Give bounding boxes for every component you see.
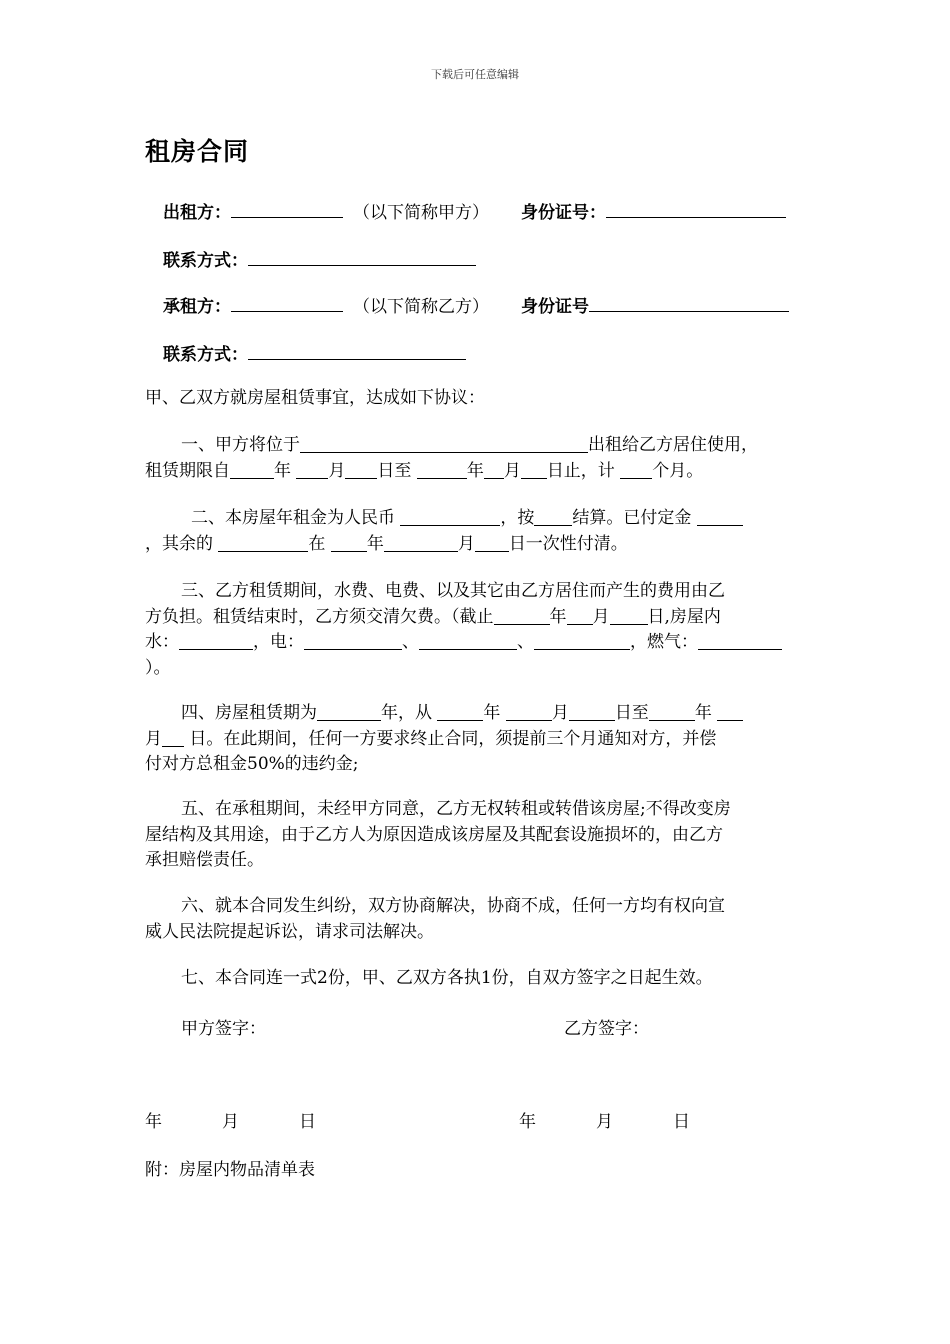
lessee-contact-field[interactable]: [248, 341, 466, 360]
clause2-text-b: ，按: [500, 508, 535, 528]
lease-from-month-field[interactable]: [506, 704, 552, 721]
lease-from-year-field[interactable]: [437, 704, 483, 721]
electricity-label: ，电：: [253, 632, 304, 652]
clause-2: [145, 506, 810, 557]
lessee-row: [163, 292, 789, 316]
electricity-reading-2-field[interactable]: [419, 633, 517, 650]
day-to-text: 日至: [377, 460, 412, 481]
day-to-text: 日至: [614, 703, 649, 723]
lessor-id-label: 身份证号：: [521, 203, 606, 223]
clause1-text-b: 出租给乙方居住使用，: [588, 435, 758, 455]
lessor-id-field[interactable]: [606, 199, 786, 218]
lease-to-year-field[interactable]: [649, 704, 695, 721]
party-b-date-day: 日: [673, 1112, 690, 1132]
cutoff-year-field[interactable]: [494, 608, 550, 625]
appendix-note: 附：房屋内物品清单表: [145, 1160, 315, 1180]
clause3-text-a: 方负担。租赁结束时，乙方须交清欠费。（截止: [145, 606, 494, 627]
lessor-contact-row: [163, 246, 476, 270]
balance-field[interactable]: [218, 535, 308, 552]
clause2-text-f: 日一次性付清。: [508, 533, 628, 554]
cutoff-month-field[interactable]: [567, 608, 593, 625]
lessor-name-field[interactable]: [231, 199, 343, 218]
lessee-name-field[interactable]: [231, 293, 343, 312]
page-title: 租房合同: [145, 137, 250, 166]
pay-day-field[interactable]: [475, 535, 509, 552]
party-a-signature-label: 甲方签字：: [181, 1019, 266, 1039]
lessee-contact-row: [163, 340, 466, 364]
month-text: 月: [592, 606, 610, 627]
party-b-date-year: 年: [519, 1112, 536, 1132]
deposit-field[interactable]: [697, 509, 743, 526]
lessee-label: 承租方：: [163, 297, 231, 317]
pay-month-field[interactable]: [384, 535, 458, 552]
clause5-line1: 五、在承租期间，未经甲方同意，乙方无权转租或转借该房屋;不得改变房: [181, 799, 731, 819]
gas-reading-field[interactable]: [698, 633, 782, 650]
clause-5: [145, 797, 810, 874]
year-text: 年: [483, 703, 501, 723]
start-month-field[interactable]: [296, 462, 328, 479]
end-day-field[interactable]: [521, 462, 547, 479]
clause3-text-b: 日,房屋内: [647, 606, 721, 627]
lessor-alias-note: （以下简称甲方）: [353, 203, 489, 223]
lessor-row: [163, 198, 786, 222]
clause3-line1: 三、乙方租赁期间，水费、电费、以及其它由乙方居住而产生的费用由乙: [181, 581, 725, 601]
clause1-text-a: 一、甲方将位于: [181, 435, 300, 455]
water-label: 水：: [145, 632, 179, 652]
month-text: 月: [551, 703, 569, 723]
end-month-field[interactable]: [484, 462, 504, 479]
clause5-line3: 承担赔偿责任。: [145, 850, 264, 870]
annual-rent-field[interactable]: [400, 509, 500, 526]
start-day-field[interactable]: [345, 462, 377, 479]
lease-years-field[interactable]: [317, 704, 381, 721]
clause4-text-c: 日。在此期间，任何一方要求终止合同，须提前三个月通知对方，并偿: [189, 728, 717, 749]
party-b-date-month: 月: [596, 1112, 613, 1132]
lessor-label: 出租方：: [163, 203, 231, 223]
clause6-line2: 威人民法院提起诉讼，请求司法解决。: [145, 921, 434, 942]
lessor-contact-label: 联系方式：: [163, 251, 248, 271]
lessor-contact-field[interactable]: [248, 247, 476, 266]
end-year-field[interactable]: [417, 462, 467, 479]
clause-1: [145, 433, 810, 484]
year-text: 年: [694, 703, 712, 723]
download-note: 下载后可任意编辑: [431, 68, 519, 81]
lessee-contact-label: 联系方式：: [163, 345, 248, 365]
year-text: 年: [466, 460, 484, 481]
party-a-date-year: 年: [145, 1112, 162, 1132]
settlement-period-field[interactable]: [534, 509, 572, 526]
day-end-text: 日止，计: [546, 460, 615, 481]
agreement-intro: 甲、乙双方就房屋租赁事宜，达成如下协议：: [145, 388, 485, 408]
year-text: 年: [274, 460, 291, 481]
month-text: 月: [145, 728, 162, 749]
lease-to-day-field[interactable]: [162, 730, 184, 747]
start-year-field[interactable]: [230, 462, 274, 479]
cutoff-day-field[interactable]: [610, 608, 648, 625]
clause2-text-d: ，其余的: [145, 533, 213, 554]
lessee-id-field[interactable]: [589, 293, 789, 312]
clause-3: [145, 579, 810, 681]
clause7-line1: 七、本合同连一式2份，甲、乙双方各执1份，自双方签字之日起生效。: [181, 968, 713, 988]
water-reading-field[interactable]: [179, 633, 253, 650]
electricity-reading-1-field[interactable]: [304, 633, 402, 650]
clause4-line3: 付对方总租金50%的违约金;: [145, 754, 359, 774]
lessee-id-label: 身份证号: [521, 297, 589, 317]
clause4-text-a: 四、房屋租赁期为: [181, 703, 317, 723]
electricity-reading-3-field[interactable]: [534, 633, 630, 650]
year-text: 年: [366, 533, 384, 554]
year-text: 年: [549, 606, 567, 627]
party-b-signature-label: 乙方签字：: [564, 1019, 649, 1039]
month-text: 月: [457, 533, 475, 554]
party-a-date-day: 日: [299, 1112, 316, 1132]
clause2-text-c: 结算。已付定金: [572, 508, 692, 528]
clause2-text-a: 二、本房屋年租金为人民币: [191, 508, 395, 528]
lease-to-month-field-a[interactable]: [717, 704, 743, 721]
clause5-line2: 屋结构及其用途，由于乙方人为原因造成该房屋及其配套设施损坏的，由乙方: [145, 824, 723, 845]
clause-7: [145, 966, 810, 992]
clause1-text-c: 租赁期限自: [145, 460, 230, 481]
separator: 、: [402, 632, 419, 652]
gas-label: ，燃气：: [630, 632, 698, 652]
month-text: 月: [503, 460, 521, 481]
clause6-line1: 六、就本合同发生纠纷，双方协商解决，协商不成，任何一方均有权向宣: [181, 896, 725, 916]
separator: 、: [517, 632, 534, 652]
lease-from-day-field[interactable]: [569, 704, 615, 721]
party-a-date-month: 月: [222, 1112, 239, 1132]
clause-6: [145, 894, 810, 945]
month-count-field[interactable]: [620, 462, 652, 479]
clause2-text-e: 在: [308, 533, 326, 554]
pay-year-field[interactable]: [331, 535, 367, 552]
property-address-field[interactable]: [300, 436, 588, 453]
month-count-text: 个月。: [652, 460, 704, 481]
lessee-alias-note: （以下简称乙方）: [353, 297, 489, 317]
clause-4: [145, 701, 810, 778]
clause4-text-b: 年，从: [381, 703, 432, 723]
clause3-close: ）。: [145, 657, 171, 678]
month-text: 月: [328, 460, 346, 481]
